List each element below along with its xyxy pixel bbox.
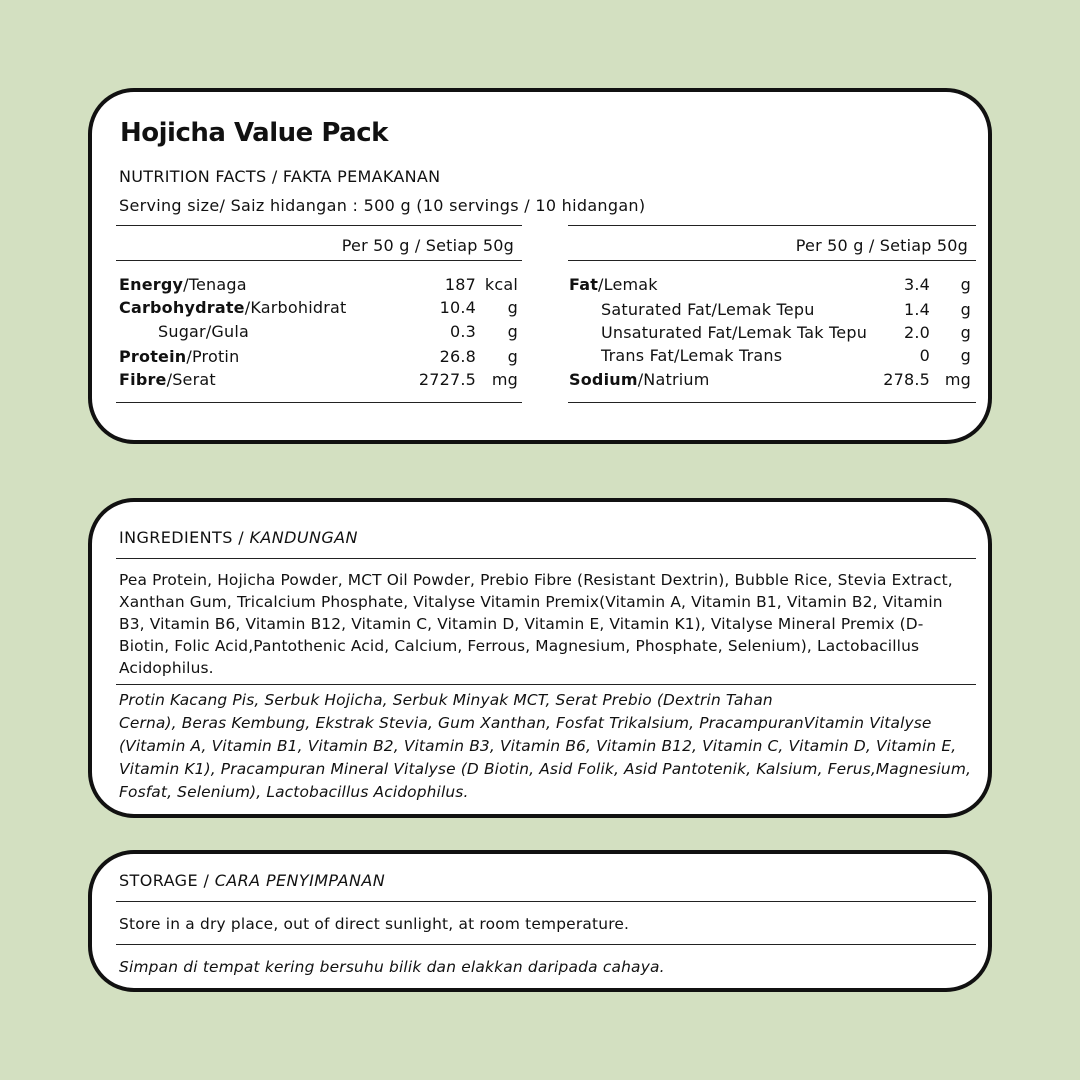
product-title: Hojicha Value Pack: [120, 118, 388, 148]
nutrient-unit: g: [507, 298, 518, 317]
nutrient-name-bold: Protein: [119, 347, 187, 366]
left-table-header-rule: [116, 260, 522, 261]
nutrient-name: [601, 323, 867, 342]
nutrient-name-text: /Natrium: [637, 370, 710, 389]
storage-heading: [119, 871, 385, 890]
nutrient-value: 10.4: [439, 298, 476, 317]
nutrient-value: 26.8: [439, 347, 476, 366]
nutrient-unit: g: [507, 347, 518, 366]
nutrient-value: 3.4: [903, 275, 930, 294]
storage-text-ms: Simpan di tempat kering bersuhu bilik dan elakkan daripada cahaya.: [119, 958, 665, 976]
nutrient-name-text: /Karbohidrat: [244, 298, 347, 317]
nutrient-value: 1.4: [903, 300, 930, 319]
nutrient-name: [158, 322, 249, 341]
storage-divider: [116, 944, 976, 945]
right-table-header-rule: [568, 260, 976, 261]
storage-heading-rule: [116, 901, 976, 902]
ingredients-text-ms-rest: Cerna), Beras Kembung, Ekstrak Stevia, Gum Xanthan, Fosfat Trikalsium, PracampuranVitamin Vitalyse (Vitamin A, Vitamin B1, Vitamin B2, Vitamin B3, Vitamin B6, Vitamin B12, Vitamin C, Vitamin D, Vitamin E, Vitamin K1), Pracampuran Mineral Vitalyse (D Biotin, Asid Folik, Asid Pantotenik, Kalsium, Ferus,Magnesium, Fosfat, Selenium), Lactobacillus Acidophilus.: [119, 714, 972, 801]
nutrient-value: 2727.5: [418, 370, 476, 389]
nutrient-unit: g: [960, 275, 971, 294]
nutrition-facts-heading: NUTRITION FACTS / FAKTA PEMAKANAN: [119, 167, 441, 186]
nutrient-unit: kcal: [484, 275, 518, 294]
storage-heading-en: STORAGE /: [119, 871, 215, 890]
nutrient-name: [119, 298, 346, 317]
nutrient-name-text: /Lemak: [598, 275, 658, 294]
nutrient-name-text: Sugar/Gula: [158, 322, 250, 341]
nutrient-value: 2.0: [903, 323, 930, 342]
nutrient-value: 0.3: [449, 322, 476, 341]
serving-size: Serving size/ Saiz hidangan : 500 g (10 servings / 10 hidangan): [119, 196, 646, 215]
right-table-bottom-rule: [568, 402, 976, 403]
nutrition-facts-card: [88, 88, 992, 444]
ingredients-heading-ms: KANDUNGAN: [249, 528, 358, 547]
ingredients-card: [88, 498, 992, 818]
nutrient-name-text: Unsaturated Fat/Lemak Tak Tepu: [601, 323, 868, 342]
nutrient-unit: mg: [491, 370, 518, 389]
ingredients-text-ms-line1: Protin Kacang Pis, Serbuk Hojicha, Serbuk Minyak MCT, Serat Prebio (Dextrin Tahan: [119, 691, 773, 709]
right-table-header: Per 50 g / Setiap 50g: [795, 236, 968, 255]
nutrient-name: [601, 300, 815, 319]
nutrient-name-bold: Fat: [569, 275, 599, 294]
nutrient-unit: g: [507, 322, 518, 341]
storage-text-en: Store in a dry place, out of direct sunlight, at room temperature.: [119, 915, 630, 933]
ingredients-heading-en: INGREDIENTS /: [119, 528, 250, 547]
nutrient-value: 0: [919, 346, 930, 365]
nutrient-name: [569, 275, 658, 294]
nutrient-name-text: /Tenaga: [183, 275, 247, 294]
ingredients-text-ms: [119, 689, 975, 804]
ingredients-heading: [119, 528, 358, 547]
right-table-top-rule: [568, 225, 976, 226]
nutrient-name: [119, 347, 239, 366]
left-table-header: Per 50 g / Setiap 50g: [341, 236, 514, 255]
nutrient-unit: g: [960, 323, 971, 342]
ingredients-text-en: Pea Protein, Hojicha Powder, MCT Oil Powder, Prebio Fibre (Resistant Dextrin), Bubble Rice, Stevia Extract, Xanthan Gum, Tricalcium Phosphate, Vitalyse Vitamin Premix(Vitamin A, Vitamin B1, Vitamin B2, Vitamin B3, Vitamin B6, Vitamin B12, Vitamin C, Vitamin D, Vitamin E, Vitamin K1), Vitalyse Mineral Premix (D-Biotin, Folic Acid,Pantothenic Acid, Calcium, Ferrous, Magnesium, Phosphate, Selenium), Lactobacillus Acidophilus.: [119, 571, 953, 677]
nutrient-name-text: Trans Fat/Lemak Trans: [601, 346, 783, 365]
storage-card: [88, 850, 992, 992]
nutrient-value: 278.5: [883, 370, 930, 389]
left-table-bottom-rule: [116, 402, 522, 403]
left-table-top-rule: [116, 225, 522, 226]
nutrient-name-bold: Carbohydrate: [119, 298, 245, 317]
nutrient-name-text: Saturated Fat/Lemak Tepu: [601, 300, 815, 319]
nutrient-name-bold: Sodium: [569, 370, 638, 389]
nutrient-name: [119, 370, 216, 389]
ingredients-heading-rule: [116, 558, 976, 559]
nutrient-value: 187: [444, 275, 476, 294]
nutrient-name: [601, 346, 782, 365]
nutrient-name-bold: Fibre: [119, 370, 167, 389]
nutrient-unit: mg: [944, 370, 971, 389]
nutrient-name: [119, 275, 247, 294]
nutrient-name-text: /Serat: [166, 370, 216, 389]
ingredients-divider: [116, 684, 976, 685]
nutrient-name-bold: Energy: [119, 275, 184, 294]
nutrient-unit: g: [960, 300, 971, 319]
nutrient-name: [569, 370, 710, 389]
nutrient-unit: g: [960, 346, 971, 365]
storage-heading-ms: CARA PENYIMPANAN: [214, 871, 386, 890]
nutrient-name-text: /Protin: [186, 347, 240, 366]
